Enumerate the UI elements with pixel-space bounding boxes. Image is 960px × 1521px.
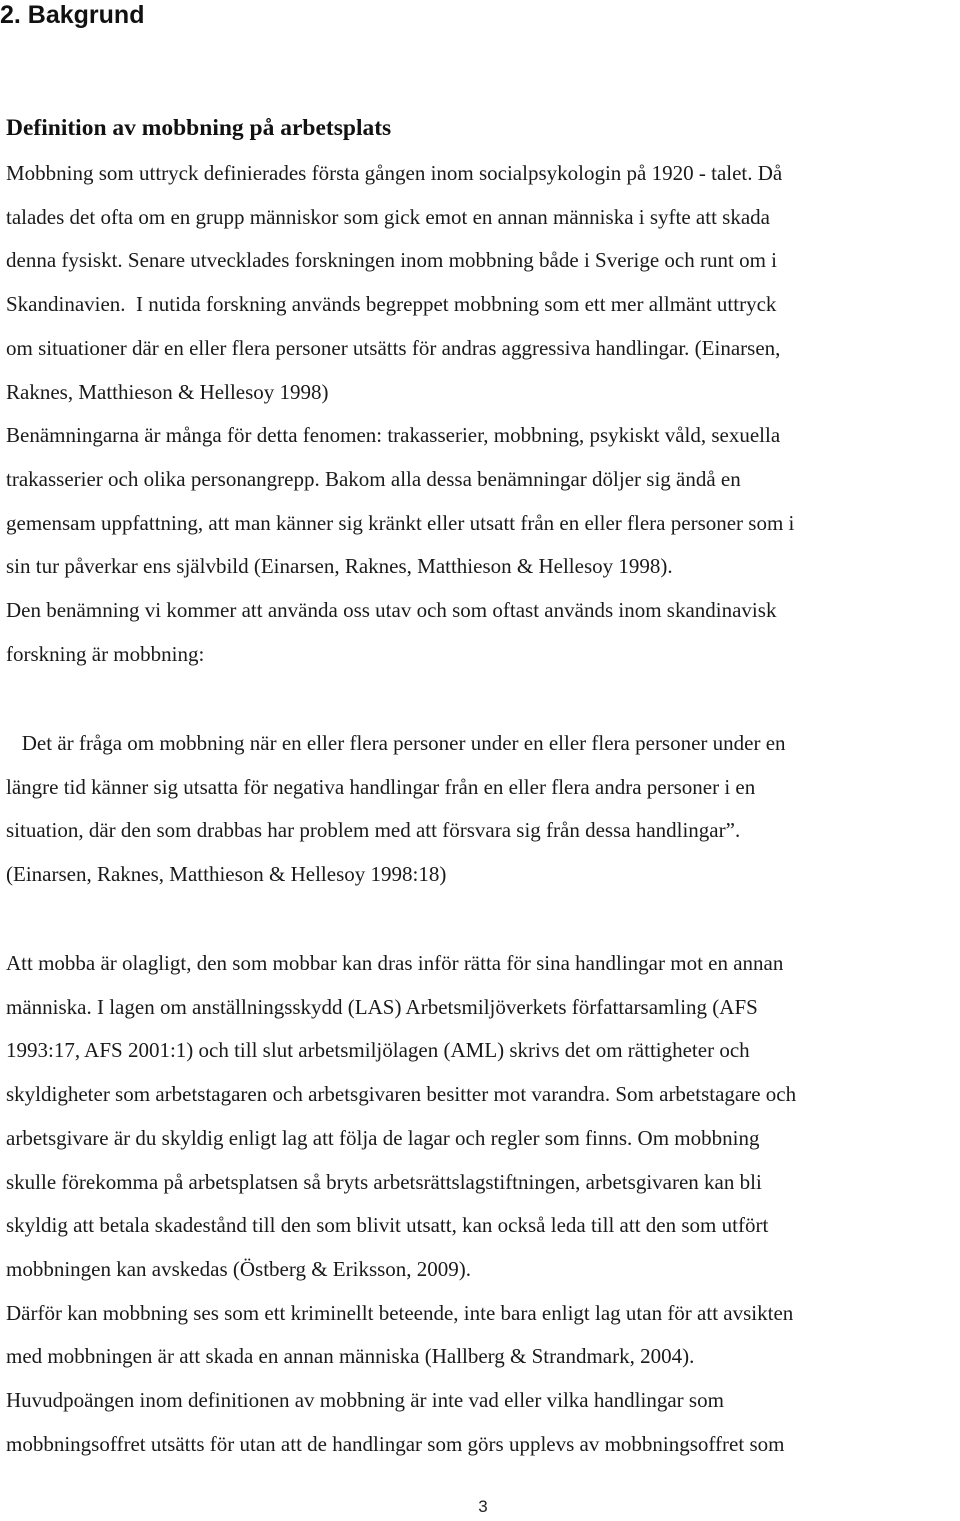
quote-citation: (Einarsen, Raknes, Matthieson & Hellesoy 1998:18) [6,862,447,887]
section-title: Definition av mobbning på arbetsplats [6,115,392,141]
text-line: skulle förekomma på arbetsplatsen så bryts arbetsrättslagstiftningen, arbetsgivaren kan bli [6,1169,762,1194]
text-line: mobbningen kan avskedas (Östberg & Eriksson, 2009). [6,1256,472,1281]
quote-line: Det är fråga om mobbning när en eller flera personer under en eller flera personer under en [6,731,786,755]
paragraph-definition [6,152,960,676]
text-line: talades det ofta om en grupp människor som gick emot en annan människa i syfte att skada [6,204,770,229]
quote-line: längre tid känner sig utsatta för negativa handlingar från en eller flera andra personer i en [6,774,756,799]
text-line: Benämningarna är många för detta fenomen: trakasserier, mobbning, psykiskt våld, sexuella [6,423,781,448]
text-line: Mobbning som uttryck definierades första gången inom socialpsykologin på 1920 - talet. Då [6,161,783,185]
text-line: 1993:17, AFS 2001:1) och till slut arbetsmiljölagen (AML) skrivs det om rättigheter och [6,1038,750,1063]
text-line: Därför kan mobbning ses som ett kriminellt beteende, inte bara enligt lag utan för att avsikten [6,1300,794,1325]
text-line: med mobbningen är att skada en annan människa (Hallberg & Strandmark, 2004). [6,1344,695,1369]
text-line: Att mobba är olagligt, den som mobbar kan dras inför rätta för sina handlingar mot en annan [6,951,784,975]
text-line: denna fysiskt. Senare utvecklades forskningen inom mobbning både i Sverige och runt om i [6,248,778,273]
chapter-title: 2. Bakgrund [0,1,145,29]
text-line: trakasserier och olika personangrepp. Bakom alla dessa benämningar döljer sig ändå en [6,466,741,491]
text-line: arbetsgivare är du skyldig enligt lag att följa de lagar och regler som finns. Om mobbning [6,1125,760,1150]
text-line: skyldig att betala skadestånd till den som blivit utsatt, kan också leda till att den som utfört [6,1213,769,1238]
text-line: människa. I lagen om anställningsskydd (LAS) Arbetsmiljöverkets författarsamling (AFS [6,994,758,1019]
text-line: forskning är mobbning: [6,641,205,666]
text-line: mobbningsoffret utsätts för utan att de handlingar som görs upplevs av mobbningsoffret som [6,1431,785,1456]
text-line: Huvudpoängen inom definitionen av mobbning är inte vad eller vilka handlingar som [6,1388,724,1413]
quote-line: situation, där den som drabbas har problem med att försvara sig från dessa handlingar”. [6,818,741,843]
text-line: Skandinavien. I nutida forskning används begreppet mobbning som ett mer allmänt uttryck [6,292,777,317]
text-line: gemensam uppfattning, att man känner sig kränkt eller utsatt från en eller flera personer som i [6,510,795,535]
text-line: Den benämning vi kommer att använda oss utav och som oftast används inom skandinavisk [6,598,777,623]
text-line: om situationer där en eller flera personer utsätts för andras aggressiva handlingar. (Einarsen, [6,335,781,360]
text-line: sin tur påverkar ens självbild (Einarsen, Raknes, Matthieson & Hellesoy 1998). [6,554,673,579]
block-quote [6,722,960,897]
text-line: skyldigheter som arbetstagaren och arbetsgivaren besitter mot varandra. Som arbetstagare och [6,1082,797,1107]
text-line: Raknes, Matthieson & Hellesoy 1998) [6,379,329,404]
page-number: 3 [478,1497,488,1516]
paragraph-legal [6,942,960,1466]
